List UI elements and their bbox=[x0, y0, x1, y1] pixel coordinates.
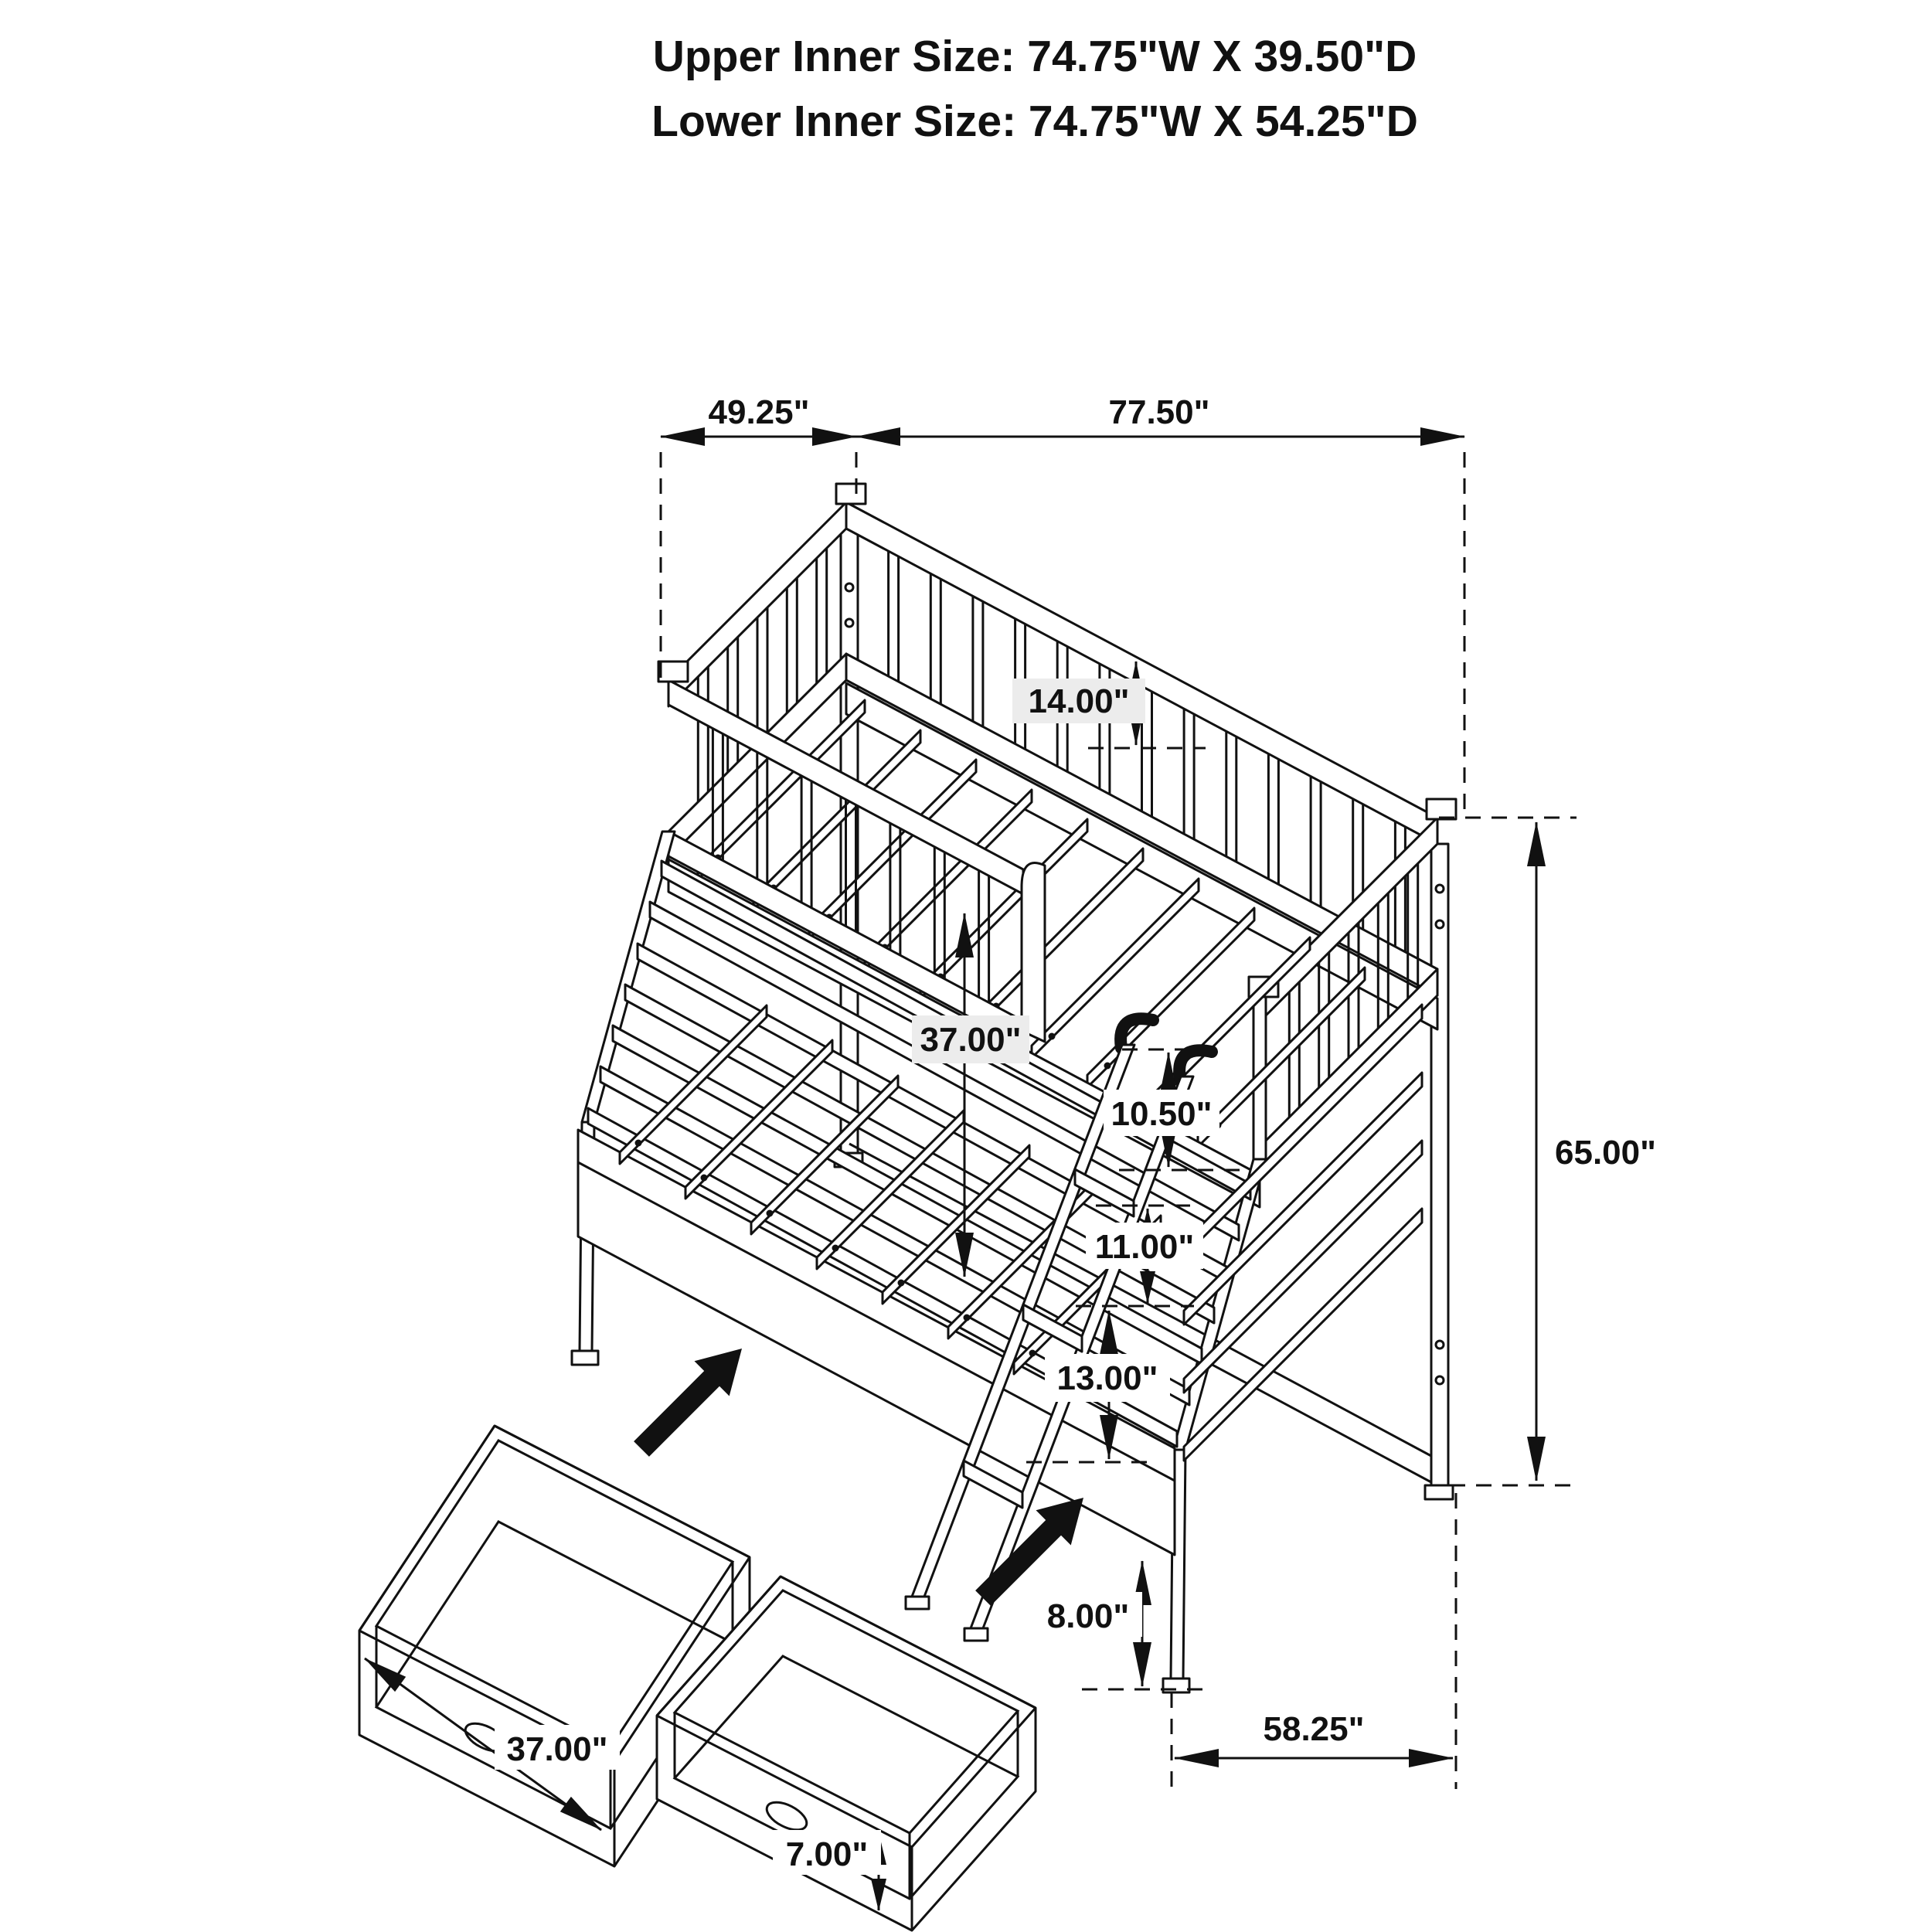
dim-label-lower-depth: 58.25" bbox=[1263, 1710, 1365, 1748]
header-lower-inner-size: Lower Inner Size: 74.75"W X 54.25"D bbox=[651, 97, 1418, 146]
bunk-bed-drawing bbox=[572, 484, 1456, 1692]
dimension-lower-depth bbox=[1172, 1493, 1456, 1789]
dim-label-ladder-gap-mid: 11.00" bbox=[1094, 1228, 1195, 1266]
drawer-direction-arrow-1 bbox=[634, 1349, 742, 1457]
header-upper-inner-size: Upper Inner Size: 74.75"W X 39.50"D bbox=[652, 32, 1417, 81]
dim-label-drawer-height: 7.00" bbox=[785, 1835, 869, 1873]
dim-label-bunk-clearance: 37.00" bbox=[920, 1021, 1022, 1059]
dim-label-floor-clearance: 8.00" bbox=[1046, 1597, 1130, 1635]
dim-label-guard-rail: 14.00" bbox=[1028, 682, 1130, 720]
drawer-direction-arrow-2 bbox=[975, 1498, 1083, 1606]
foot-panel-boards bbox=[1184, 1005, 1422, 1461]
dim-label-ladder-gap-top: 10.50" bbox=[1111, 1095, 1213, 1133]
header bbox=[651, 32, 1418, 146]
dim-label-upper-width: 49.25" bbox=[708, 393, 810, 431]
dim-label-drawer-width: 37.00" bbox=[506, 1730, 608, 1768]
dim-label-overall-height: 65.00" bbox=[1555, 1134, 1656, 1172]
dim-label-ladder-gap-bottom: 13.00" bbox=[1056, 1359, 1158, 1397]
dimension-overall-height bbox=[1439, 818, 1656, 1485]
dim-label-overall-width: 77.50" bbox=[1108, 393, 1210, 431]
